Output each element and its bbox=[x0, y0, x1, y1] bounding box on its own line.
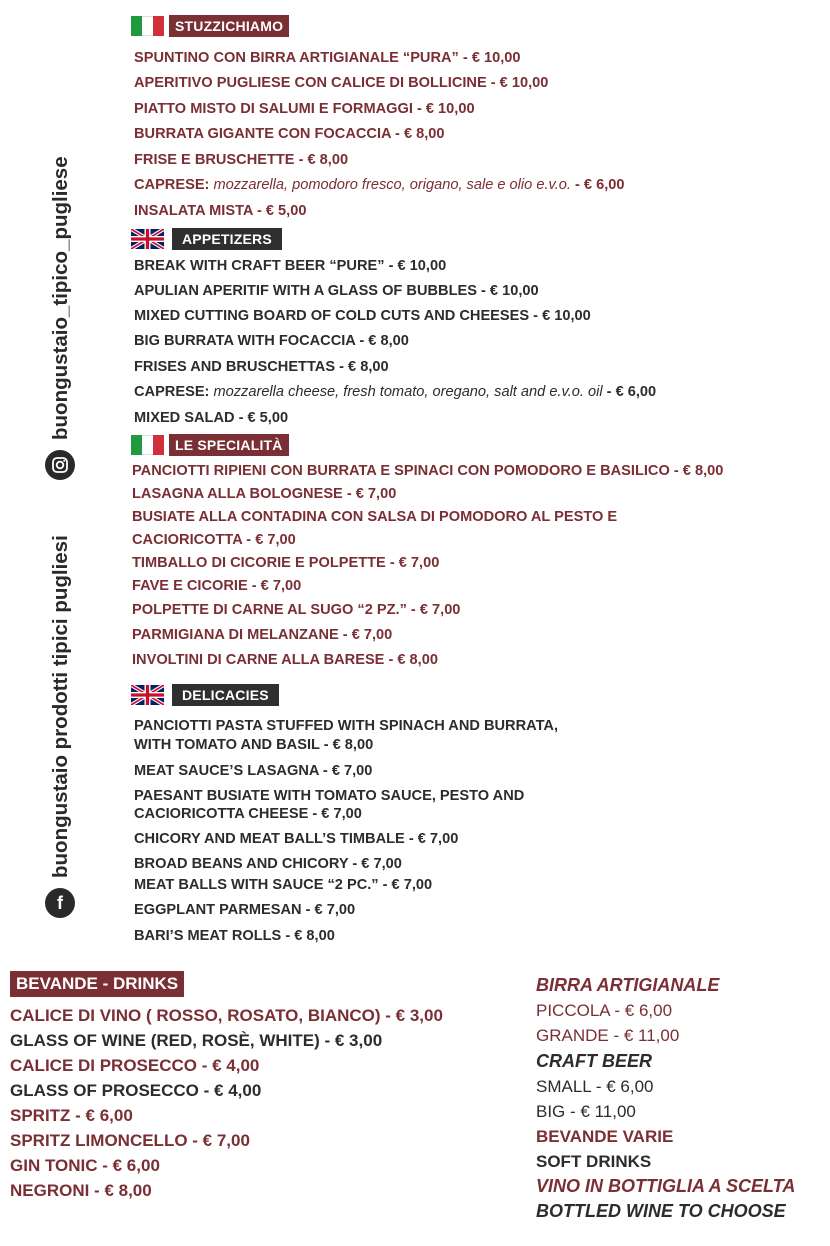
beer-heading-it: BIRRA ARTIGIANALE bbox=[536, 975, 720, 995]
menu-item: MEAT SAUCE’S LASAGNA - € 7,00 bbox=[134, 763, 373, 779]
facebook-page[interactable]: buongustaio prodotti tipici pugliesi bbox=[49, 535, 72, 878]
menu-item: BUSIATE ALLA CONTADINA CON SALSA DI POMODORO AL PESTO E bbox=[132, 509, 618, 525]
drinks-title: BEVANDE - DRINKS bbox=[16, 974, 179, 993]
beer-large-en: BIG - € 11,00 bbox=[536, 1102, 636, 1121]
italy-flag-icon bbox=[131, 435, 164, 455]
section-header-appetizers bbox=[131, 228, 282, 250]
menu-item: CHICORY AND MEAT BALL’S TIMBALE - € 7,00 bbox=[134, 831, 459, 847]
soft-drinks-it: BEVANDE VARIE bbox=[536, 1127, 674, 1146]
item-price: - € 6,00 bbox=[570, 177, 625, 193]
menu-item: MIXED CUTTING BOARD OF COLD CUTS AND CHEESES - € 10,00 bbox=[134, 308, 591, 324]
menu-item bbox=[134, 383, 656, 401]
section-title: APPETIZERS bbox=[172, 228, 282, 250]
beer-large-it: GRANDE - € 11,00 bbox=[536, 1026, 680, 1045]
drink-item: GLASS OF PROSECCO - € 4,00 bbox=[10, 1081, 262, 1100]
item-description: mozzarella cheese, fresh tomato, oregano, salt and e.v.o. oil bbox=[209, 384, 603, 400]
menu-item: BIG BURRATA WITH FOCACCIA - € 8,00 bbox=[134, 333, 409, 349]
menu-item: PARMIGIANA DI MELANZANE - € 7,00 bbox=[132, 627, 393, 643]
instagram-icon[interactable] bbox=[45, 450, 75, 480]
beer-heading-en: CRAFT BEER bbox=[536, 1051, 652, 1071]
drinks-header bbox=[10, 971, 184, 997]
drink-item: NEGRONI - € 8,00 bbox=[10, 1181, 152, 1200]
drink-item: CALICE DI PROSECCO - € 4,00 bbox=[10, 1056, 260, 1075]
uk-flag-icon bbox=[131, 685, 164, 705]
section-header-stuzzichiamo bbox=[131, 15, 289, 37]
menu-item: WITH TOMATO AND BASIL - € 8,00 bbox=[134, 737, 374, 753]
section-title: STUZZICHIAMO bbox=[169, 15, 289, 37]
menu-item: FAVE E CICORIE - € 7,00 bbox=[132, 578, 302, 594]
drink-item: CALICE DI VINO ( ROSSO, ROSATO, BIANCO) - € 3,00 bbox=[10, 1006, 443, 1025]
facebook-icon[interactable]: f bbox=[45, 888, 75, 918]
menu-item: APULIAN APERITIF WITH A GLASS OF BUBBLES - € 10,00 bbox=[134, 283, 539, 299]
menu-item: INSALATA MISTA - € 5,00 bbox=[134, 203, 307, 219]
menu-item: APERITIVO PUGLIESE CON CALICE DI BOLLICINE - € 10,00 bbox=[134, 75, 549, 91]
drink-item: GLASS OF WINE (RED, ROSÈ, WHITE) - € 3,00 bbox=[10, 1031, 383, 1050]
menu-item: LASAGNA ALLA BOLOGNESE - € 7,00 bbox=[132, 486, 397, 502]
menu-item: BREAK WITH CRAFT BEER “PURE” - € 10,00 bbox=[134, 258, 447, 274]
menu-item: BROAD BEANS AND CHICORY - € 7,00 bbox=[134, 856, 402, 872]
menu-item bbox=[134, 176, 624, 194]
menu-item: MIXED SALAD - € 5,00 bbox=[134, 410, 289, 426]
menu-item: CACIORICOTTA CHEESE - € 7,00 bbox=[134, 806, 362, 822]
beer-small-it: PICCOLA - € 6,00 bbox=[536, 1001, 673, 1020]
bottled-wine-en: BOTTLED WINE TO CHOOSE bbox=[536, 1201, 786, 1221]
menu-item: MEAT BALLS WITH SAUCE “2 PC.” - € 7,00 bbox=[134, 877, 433, 893]
menu-item: SPUNTINO CON BIRRA ARTIGIANALE “PURA” - € 10,00 bbox=[134, 50, 521, 66]
menu-item: INVOLTINI DI CARNE ALLA BARESE - € 8,00 bbox=[132, 652, 438, 668]
section-header-delicacies bbox=[131, 684, 279, 706]
item-description: mozzarella, pomodoro fresco, origano, sale e olio e.v.o. bbox=[209, 177, 571, 193]
menu-item: EGGPLANT PARMESAN - € 7,00 bbox=[134, 902, 356, 918]
item-name: CAPRESE: bbox=[134, 177, 210, 193]
menu-item: PANCIOTTI RIPIENI CON BURRATA E SPINACI CON POMODORO E BASILICO - € 8,00 bbox=[132, 463, 724, 479]
section-title: DELICACIES bbox=[172, 684, 279, 706]
soft-drinks-en: SOFT DRINKS bbox=[536, 1152, 652, 1171]
menu-item: PAESANT BUSIATE WITH TOMATO SAUCE, PESTO AND bbox=[134, 788, 525, 804]
menu-item: FRISES AND BRUSCHETTAS - € 8,00 bbox=[134, 359, 389, 375]
menu-item: BURRATA GIGANTE CON FOCACCIA - € 8,00 bbox=[134, 126, 445, 142]
bottled-wine-it: VINO IN BOTTIGLIA A SCELTA bbox=[536, 1176, 796, 1196]
drink-item: SPRITZ LIMONCELLO - € 7,00 bbox=[10, 1131, 250, 1150]
uk-flag-icon bbox=[131, 229, 164, 249]
menu-item: POLPETTE DI CARNE AL SUGO “2 PZ.” - € 7,00 bbox=[132, 602, 461, 618]
menu-item: PANCIOTTI PASTA STUFFED WITH SPINACH AND BURRATA, bbox=[134, 718, 558, 734]
menu-item: BARI’S MEAT ROLLS - € 8,00 bbox=[134, 928, 335, 944]
menu-item: FRISE E BRUSCHETTE - € 8,00 bbox=[134, 152, 349, 168]
beer-small-en: SMALL - € 6,00 bbox=[536, 1077, 654, 1096]
instagram-handle[interactable]: buongustaio_tipico_pugliese bbox=[49, 156, 72, 440]
drink-item: GIN TONIC - € 6,00 bbox=[10, 1156, 160, 1175]
item-price: - € 6,00 bbox=[602, 384, 657, 400]
menu-item: CACIORICOTTA - € 7,00 bbox=[132, 532, 296, 548]
drink-item: SPRITZ - € 6,00 bbox=[10, 1106, 133, 1125]
italy-flag-icon bbox=[131, 16, 164, 36]
menu-item: PIATTO MISTO DI SALUMI E FORMAGGI - € 10,00 bbox=[134, 101, 475, 117]
section-title: LE SPECIALITÀ bbox=[169, 434, 289, 456]
item-name: CAPRESE: bbox=[134, 384, 210, 400]
menu-item: TIMBALLO DI CICORIE E POLPETTE - € 7,00 bbox=[132, 555, 440, 571]
section-header-specialita bbox=[131, 434, 289, 456]
